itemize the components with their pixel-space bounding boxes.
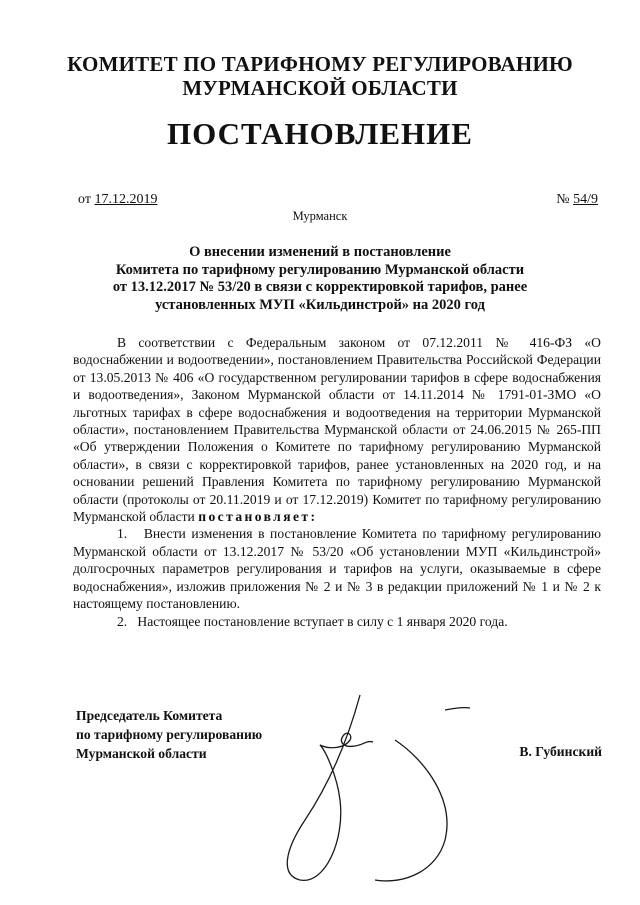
signer-name: В. Губинский — [519, 744, 602, 759]
date-value: 17.12.2019 — [94, 192, 158, 207]
resolves-colon: : — [310, 509, 318, 525]
signer-title-line-3: Мурманской области — [76, 746, 207, 761]
date-prefix: от — [78, 192, 91, 207]
document-city: Мурманск — [292, 209, 348, 223]
authority-line-1: КОМИТЕТ ПО ТАРИФНОМУ РЕГУЛИРОВАНИЮ — [67, 52, 573, 76]
authority-line-2: МУРМАНСКОЙ ОБЛАСТИ — [182, 76, 458, 100]
resolves-word: постановляет — [198, 509, 311, 525]
resolution-item-2: 2. Настоящее постановление вступает в силу с 1 января 2020 года. — [117, 613, 508, 629]
document-subject — [80, 244, 560, 314]
issuing-authority — [0, 52, 640, 100]
handwritten-signature — [265, 690, 495, 890]
preamble-text: В соответствии с Федеральным законом от 07.12.2011 № 416-ФЗ «О водоснабжении и водоотведении», постановлением Правительства Российской Федерации от 13.05.2013 № 406 «О государственном регулировании тарифов в сфере водоснабжения и водоотведения», Законом Мурманской области от 14.11.2014 № 1791-01-ЗМО «О льготных тарифах в сфере водоснабжения и водоотведения на территории Мурманской области», постановлением Правительства Мурманской области от 24.06.2015 № 265-ПП «Об утверждении Положения о Комитете по тарифному регулированию Мурманской области», в связи с корректировкой тарифов, ранее установленных на 2020 год, и на основании решений Правления Комитета по тарифному регулированию Мурманской области (протоколы от 20.11.2019 и от 17.12.2019) Комитет по тарифному регулированию Мурманской области — [73, 335, 601, 525]
document-date — [78, 192, 157, 208]
resolution-item-1: 1. Внести изменения в постановление Комитета по тарифному регулированию Мурманской области от 13.12.2017 № 53/20 «Об установлении МУП «Кильдинстрой» долгосрочных параметров регулирования и тарифов на услуги, оказываемые в сфере водоснабжения», изложив приложения № 2 и № 3 в редакции приложений № 1 и № 2 к настоящему постановлению. — [73, 526, 601, 612]
signer-title — [76, 706, 262, 763]
number-prefix: № — [556, 192, 570, 207]
document-body — [73, 334, 601, 630]
number-value: 54/9 — [573, 192, 598, 207]
subject-line-3: от 13.12.2017 № 53/20 в связи с корректировкой тарифов, ранее — [112, 279, 528, 295]
signer-title-line-1: Председатель Комитета — [76, 708, 223, 723]
document-number — [556, 192, 598, 208]
subject-line-4: установленных МУП «Кильдинстрой» на 2020 год — [155, 296, 485, 313]
document-type-title: ПОСТАНОВЛЕНИЕ — [167, 116, 473, 151]
preamble-paragraph — [73, 334, 601, 525]
subject-line-1: О внесении изменений в постановление — [189, 244, 451, 260]
subject-line-2: Комитета по тарифному регулированию Мурманской области — [115, 261, 525, 278]
signer-title-line-2: по тарифному регулированию — [76, 727, 263, 742]
